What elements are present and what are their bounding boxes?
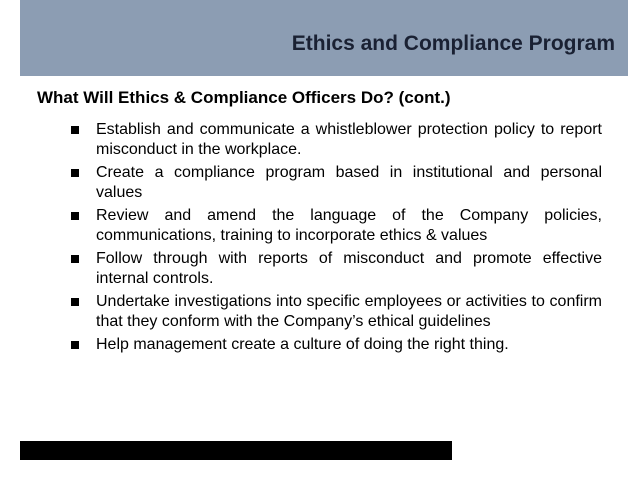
square-bullet-icon — [71, 255, 79, 263]
bullet-text: Follow through with reports of misconduct and promote effective internal controls. — [96, 250, 602, 287]
bullet-item — [70, 120, 602, 159]
bullet-item — [70, 249, 602, 288]
bullet-text: Help management create a culture of doing the right thing. — [96, 336, 509, 353]
footer-bar — [20, 441, 452, 460]
header-band — [20, 0, 628, 76]
bullet-item — [70, 206, 602, 245]
bullet-item — [70, 292, 602, 331]
bullet-item — [70, 163, 602, 202]
square-bullet-icon — [71, 212, 79, 220]
bullet-list — [70, 120, 602, 359]
bullet-item — [70, 335, 602, 355]
square-bullet-icon — [71, 126, 79, 134]
bullet-text: Create a compliance program based in institutional and personal values — [96, 164, 602, 201]
square-bullet-icon — [71, 341, 79, 349]
bullet-text: Establish and communicate a whistleblower protection policy to report misconduct in the workplace. — [96, 121, 602, 158]
bullet-text: Review and amend the language of the Company policies, communications, training to incorporate ethics & values — [96, 207, 602, 244]
square-bullet-icon — [71, 169, 79, 177]
square-bullet-icon — [71, 298, 79, 306]
slide-title: Ethics and Compliance Program — [291, 32, 615, 55]
slide-subtitle: What Will Ethics & Compliance Officers Do? (cont.) — [37, 88, 451, 107]
bullet-text: Undertake investigations into specific employees or activities to confirm that they conform with the Company’s ethical guidelines — [96, 293, 602, 330]
